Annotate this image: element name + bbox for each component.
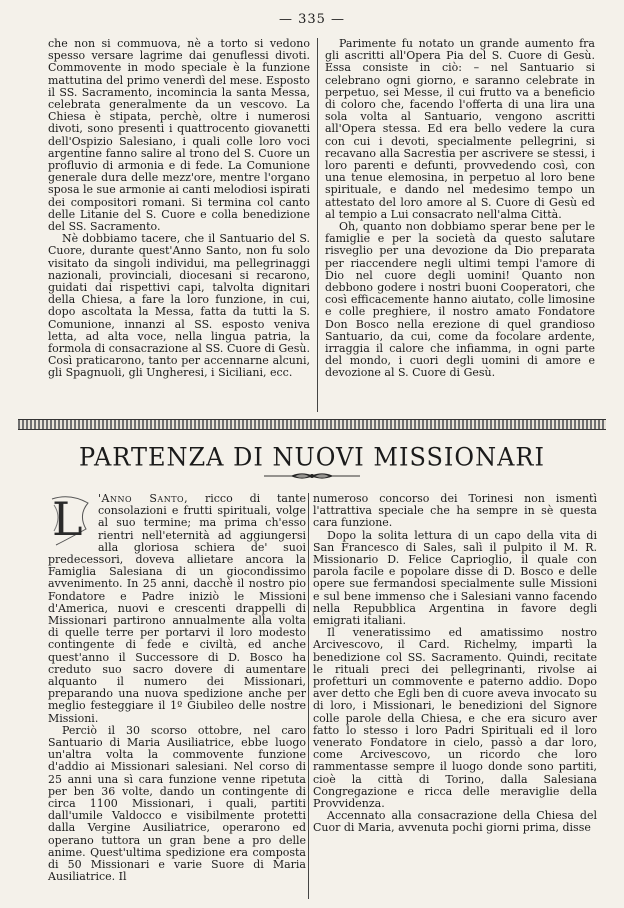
top-right-column: [325, 38, 595, 380]
bottom-right-column: [313, 493, 597, 835]
paragraph-text: ricco di tante consolazioni e frutti spirituali, volge al suo termine; ma prima ch'esso rientri nell'eternità ad aggiungersi alla gloriosa schiera de' suoi predecessori, doveva allietare ancora la Famiglia Salesiana di un giocondissimo avvenimento. In 25 anni, dacchè il nostro pio Fondatore e Padre iniziò le Missioni d'America, nuovi e crescenti drappelli di Missionari partirono annualmente alla volta di quelle terre per portarvi il loro modesto contingente di fede e civiltà, ed anche quest'anno il Successore di D. Bosco ha creduto suo sacro dovere di aumentare alquanto il numero dei Missionari, preparando una nuova spedizione anche per meglio festeggiare il 1º Giubileo delle nostre Missioni.: [48, 492, 306, 725]
bottom-left-column: [48, 493, 306, 884]
paragraph: Il veneratissimo ed amatissimo nostro Arcivescovo, il Card. Richelmy, impartì la benedizione col SS. Sacramento. Quindi, recitate le rituali preci dei pellegrinanti, rivolse ai profetturi un commovente e paterno addio. Dopo aver detto che Egli ben di cuore aveva invocato su di loro, i Missionari, le benedizioni del Signore colle parole della Chiesa, e che era sicuro aver fatto lo stesso i loro Padri Spirituali ed il loro venerato Fondatore in cielo, passò a dar loro, come Arcivescovo, un ricordo che loro rammentasse sempre il luogo donde sono partiti, cioè la città di Torino, dalla Salesiana Congregazione e ricca delle meraviglie della Provvidenza.: [313, 626, 597, 811]
paragraph: Nè dobbiamo tacere, che il Santuario del S. Cuore, durante quest'Anno Santo, non fu solo visitato da singoli individui, ma pellegrinaggi nazionali, provinciali, diocesani si recarono, guidati dai rispettivi capi, talvolta dignitari della Chiesa, a fare la loro funzione, in cui, dopo ascoltata la Messa, fatta da tutti la S. Comunione, innanzi al SS. esposto veniva letta, ad alta voce, nella lingua patria, la formola di consacrazione al SS. Cuore di Gesù. Così praticarono, tanto per accennarne alcuni, gli Spagnuoli, gli Ungheresi, i Siciliani, ecc.: [48, 232, 310, 380]
article-title: PARTENZA DI NUOVI MISSIONARI: [79, 442, 545, 472]
column-divider: [317, 38, 318, 412]
paragraph-opening: [48, 493, 306, 725]
drop-cap: [48, 492, 94, 547]
paragraph: che non si commuova, nè a torto si vedono spesso versare lagrime dai genuflessi divoti. Commovente in modo speciale è la funzione mattutina del primo venerdì del mese. Esposto il SS. Sacramento, incomincia la santa Messa, celebrata generalmente da un vescovo. La Chiesa è stipata, perchè, oltre i numerosi divoti, sono presenti i quattrocento giovanetti dell'Ospizio Salesiano, i quali colle loro voci argentine fanno salire al trono del S. Cuore un profluvio di armonia e di fede. La Comunione generale dura delle mezz'ore, mentre l'organo sposa le sue armonie ai canti melodiosi ispirati dei compositori romani. Si termina col canto delle Litanie del S. Cuore e colla benedizione del SS. Sacramento.: [48, 37, 310, 234]
paragraph: Parimente fu notato un grande aumento fra gli ascritti all'Opera Pia del S. Cuore di Gesù. Essa consiste in ciò: – nel Santuario si celebrano ogni giorno, e saranno celebrate in perpetuo, sei Messe, il cui frutto va a beneficio di coloro che, facendo l'offerta di una lira una sola volta al Santuario, vengono ascritti all'Opera stessa. Ed era bello vedere la cura con cui i devoti, specialmente pellegrini, si recavano alla Sacrestia per ascrivere se stessi, i loro parenti e defunti, provvedendo così, con una tenue elemosina, in perpetuo al loro bene spirituale, e dando nel medesimo tempo un attestato del loro amore al S. Cuore di Gesù ed al tempio a Lui consacrato nell'alma Città.: [325, 37, 595, 221]
paragraph: Oh, quanto non dobbiamo sperar bene per le famiglie e per la società da questo salutare risveglio per una devozione da Dio preparata per riaccendere negli ultimi tempi l'amore di Dio nel cuore degli uomini! Quanto non debbono godere i nostri buoni Cooperatori, che così efficacemente hanno aiutato, colle limosine e colle preghiere, il nostro amato Fondatore Don Bosco nella erezione di quel grandioso Santuario, da cui, come da focolare ardente, irraggia il calore che infiamma, in ogni parte del mondo, i cuori degli uomini di amore e devozione al S. Cuore di Gesù.: [325, 220, 595, 380]
top-left-column: [48, 38, 310, 380]
paragraph: numeroso concorso dei Torinesi non ismentì l'attrattiva speciale che ha sempre in sè questa cara funzione.: [313, 492, 597, 530]
paragraph: Accennato alla consacrazione della Chiesa del Cuor di Maria, avvenuta pochi giorni prima, disse: [313, 809, 597, 835]
paragraph: Perciò il 30 scorso ottobre, nel caro Santuario di Maria Ausiliatrice, ebbe luogo un'altra volta la commovente funzione d'addio ai Missionari salesiani. Nel corso di 25 anni una sì cara funzione venne ripetuta per ben 36 volte, dando un contingente di circa 1100 Missionari, i quali, partiti dall'umile Valdocco e visibilmente protetti dalla Vergine Ausiliatrice, operarono ed operano tuttora un gran bene a pro delle anime. Quest'ultima spedizione era composta di 50 Missionari e varie Suore di Maria Ausiliatrice. Il: [48, 723, 306, 884]
page-number: — 335 —: [278, 12, 346, 27]
small-caps-opening: 'Anno Santo,: [98, 492, 189, 505]
drop-cap-letter: L: [52, 492, 83, 546]
column-divider: [308, 493, 309, 899]
title-ornament: [262, 472, 362, 480]
paragraph: Dopo la solita lettura di un capo della vita di San Francesco di Sales, salì il pulpito il M. R. Missionario D. Felice Caprioglio, il quale con parola facile e popolare disse di D. Bosco e delle opere sue fermandosi specialmente sulle Missioni e sul bene immenso che i Salesiani vanno facendo nella Repubblica Argentina in favore degli emigrati italiani.: [313, 528, 597, 628]
section-separator-band: [18, 419, 606, 430]
